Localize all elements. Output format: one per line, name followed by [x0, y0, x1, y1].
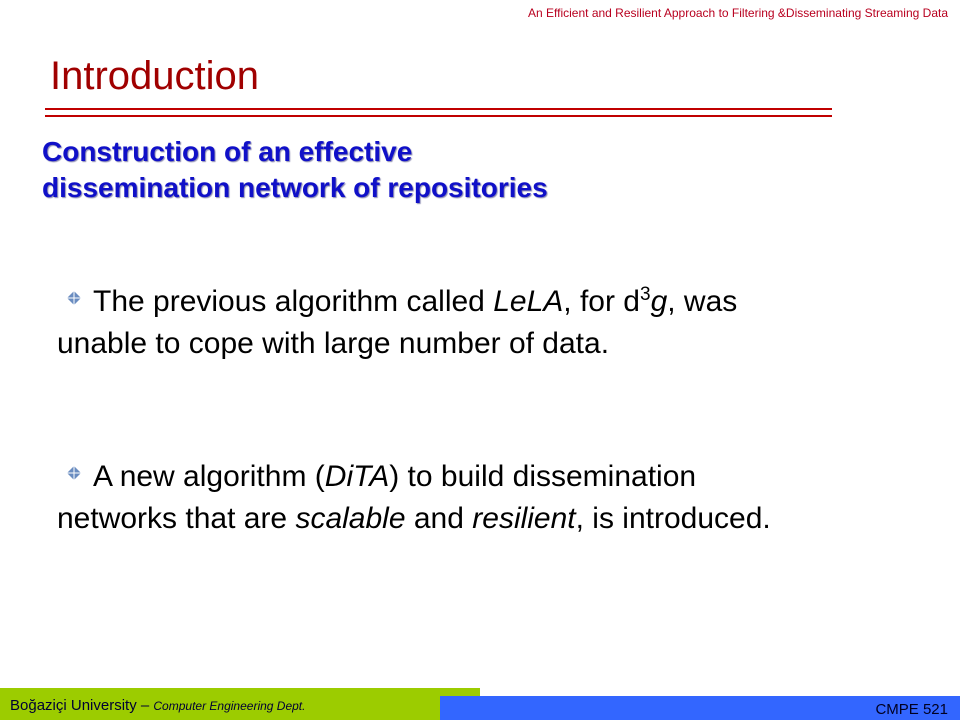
- bullet-1-superscript: 3: [639, 284, 651, 305]
- bullet-item-dita: [57, 456, 817, 540]
- slide-title: Introduction: [50, 54, 260, 98]
- footer-department: Computer Engineering Dept.: [153, 699, 306, 713]
- footer-university: [10, 697, 305, 714]
- slide-subtitle: [42, 134, 548, 206]
- subtitle-line-1: Construction of an effective: [42, 136, 413, 167]
- bullet-item-lela: [57, 274, 817, 365]
- diamond-bullet-icon: [67, 466, 81, 480]
- footer-course-code: CMPE 521: [875, 701, 948, 718]
- subtitle-line-2: dissemination network of repositories: [42, 172, 548, 203]
- header-note: An Efficient and Resilient Approach to Filtering &Disseminating Streaming Data: [528, 6, 948, 20]
- bullet-2-italic-dita: DiTA: [324, 460, 390, 493]
- bullet-1-text-mid: , for d: [563, 285, 640, 318]
- bullet-2-italic-scalable: scalable: [295, 502, 406, 535]
- bullet-1-italic-g: g: [650, 285, 668, 318]
- title-divider: [45, 108, 832, 117]
- bullet-1-text-pre: The previous algorithm called: [93, 285, 494, 318]
- bullet-2-text-post: , is introduced.: [575, 502, 771, 535]
- bullet-1-text-post: , was unable to cope with large number of data.: [57, 285, 738, 360]
- bullet-2-text-mid: ) to build dissemination networks that are: [57, 460, 697, 535]
- bullet-2-italic-resilient: resilient: [472, 502, 576, 535]
- diamond-bullet-icon: [67, 291, 81, 305]
- bullet-2-text-mid2: and: [405, 502, 473, 535]
- bullet-1-italic-lela: LeLA: [493, 285, 564, 318]
- footer-university-name: Boğaziçi University –: [10, 697, 154, 714]
- bullet-2-text-pre: A new algorithm (: [93, 460, 325, 493]
